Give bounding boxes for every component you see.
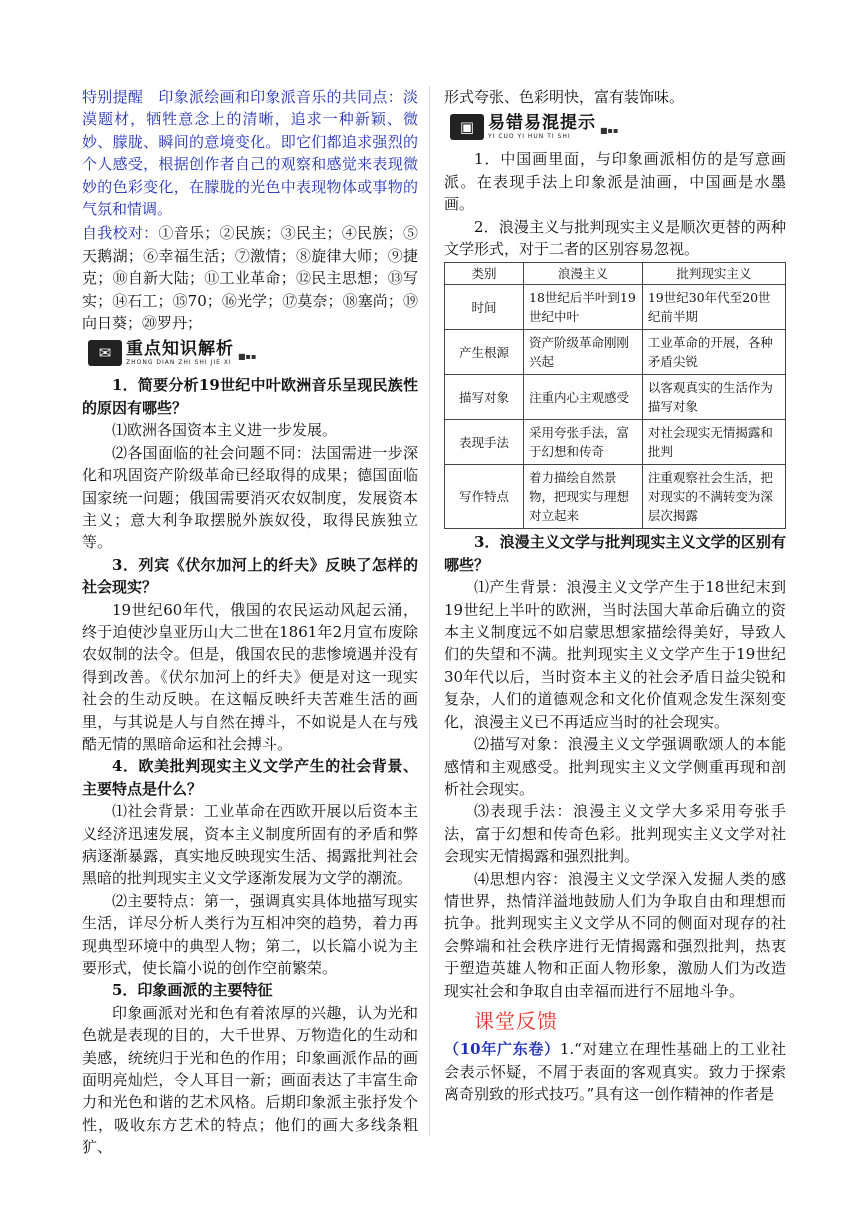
- left-column: [82, 86, 418, 1159]
- answer-3-part-3: ⑶表现手法：浪漫主义文学大多采用夸张手法，富于幻想和传奇色彩。批判现实主义文学对社会现实无情揭露和强烈批判。: [444, 802, 786, 866]
- tip-paragraph-1: 1．中国画里面，与印象画派相仿的是写意画派。在表现手法上印象派是油画，中国画是水墨画。: [444, 150, 786, 214]
- key-knowledge-banner: [88, 338, 418, 368]
- common-mistakes-banner: [450, 112, 786, 142]
- table-row: [445, 375, 786, 420]
- question-5: 5．印象画派的主要特征: [112, 981, 273, 1000]
- banner-title: 重点知识解析: [126, 338, 234, 359]
- answer-1-part-2: ⑵各国面临的社会问题不同：法国需进一步深化和巩固资产阶级革命已经取得的成果；德国面临国家统一问题；俄国需要消灭农奴制度，发展资本主义；意大利争取摆脱外族奴役，取得民族独立等。: [82, 443, 418, 552]
- table-header: 类别: [445, 263, 524, 285]
- table-row: [445, 330, 786, 375]
- banner-subtitle: ZHONG DIAN ZHI SHI JIE XI: [126, 358, 232, 366]
- tip-paragraph: [82, 86, 418, 220]
- feedback-heading: 课堂反馈: [474, 1008, 558, 1033]
- exam-question: [444, 1038, 786, 1105]
- table-cell-category: 表现手法: [445, 420, 524, 465]
- self-check-label: 自我校对：: [82, 224, 159, 243]
- bookmark-icon: ▣: [450, 114, 484, 140]
- table-cell: 注重内心主观感受: [524, 375, 643, 420]
- self-check-paragraph: [82, 222, 418, 334]
- table-cell-category: 写作特点: [445, 465, 524, 529]
- banner-subtitle: YI CUO YI HUN TI SHI: [488, 132, 571, 140]
- question-1: 1．简要分析19世纪中叶欧洲音乐呈现民族性的原因有哪些？: [82, 376, 418, 417]
- exam-source: （10年广东卷）: [444, 1040, 560, 1059]
- answer-3-part-4: ⑷思想内容：浪漫主义文学深入发掘人类的感情世界，热情洋溢地鼓励人们为争取自由和理想而抗争。批判现实主义文学从不同的侧面对现存的社会弊端和社会秩序进行无情揭露和强烈批判，热衷于塑造英雄人物和正面人物形象，激励人们为改造现实社会和争取自由幸福而进行不屈地斗争。: [444, 869, 786, 1000]
- table-cell-category: 产生根源: [445, 330, 524, 375]
- answer-5: 印象画派对光和色有着浓厚的兴趣，认为光和色就是表现的目的，大千世界、万物造化的生动和美感，统统归于光和色的作用；印象画派作品的画面明亮灿烂，令人耳目一新；画面表达了丰富生命力和光色和谐的艺术风格。后期印象派主张抒发个性，吸收东方艺术的特点；他们的画大多线条粗犷、: [82, 1003, 418, 1157]
- self-check-text: ①音乐；②民族；③民主；④民族；⑤天鹅湖；⑥幸福生活；⑦激情；⑧旋律大师；⑨捷克；⑩自新大陆；⑪工业革命；⑫民主思想；⑬写实；⑭石工；⑮70；⑯光学；⑰莫奈；⑱塞尚；⑲向日葵；⑳罗丹；: [82, 224, 418, 333]
- table-cell: 采用夸张手法，富于幻想和传奇: [524, 420, 643, 465]
- answer-4-part-2: ⑵主要特点：第一，强调真实具体地描写现实生活，详尽分析人类行为互相冲突的趋势，着力再现典型环境中的典型人物；第二，以长篇小说为主要形式，使长篇小说的创作空前繁荣。: [82, 891, 418, 978]
- answer-3-part-1: ⑴产生背景：浪漫主义文学产生于18世纪末到19世纪上半叶的欧洲，当时法国大革命后确立的资本主义制度远不如启蒙思想家描绘得美好，导致人们的失望和不满。批判现实主义文学产生于19世纪30年代以后，当时资本主义的社会矛盾日益尖锐和复杂，人们的道德观念和文化价值观念发生深刻变化，浪漫主义已不再适应当时的社会现实。: [444, 578, 786, 731]
- table-cell: 18世纪后半叶到19世纪中叶: [524, 285, 643, 330]
- answer-3-part-2: ⑵描写对象：浪漫主义文学强调歌颂人的本能感情和主观感受。批判现实主义文学侧重再现和剖析社会现实。: [444, 735, 786, 798]
- banner-dots-icon: ■▪▪: [600, 126, 619, 135]
- continued-text: 形式夸张、色彩明快，富有装饰味。: [444, 88, 685, 106]
- envelope-icon: ✉: [88, 340, 122, 366]
- table-cell: 工业革命的开展，各种矛盾尖锐: [642, 330, 785, 375]
- table-row: [445, 420, 786, 465]
- tip-paragraph-2: 2．浪漫主义与批判现实主义是顺次更替的两种文学形式，对于二者的区别容易忽视。: [444, 217, 786, 259]
- table-cell: 注重观察社会生活，把对现实的不满转变为深层次揭露: [642, 465, 785, 529]
- table-cell: 19世纪30年代至20世纪前半期: [642, 285, 785, 330]
- table-header: 批判现实主义: [642, 263, 785, 285]
- table-cell-category: 时间: [445, 285, 524, 330]
- comparison-table: [444, 262, 786, 529]
- table-cell: 资产阶级革命刚刚兴起: [524, 330, 643, 375]
- question-3-right: 3．浪漫主义文学与批判现实主义文学的区别有哪些？: [444, 533, 786, 574]
- table-cell: 对社会现实无情揭露和批判: [642, 420, 785, 465]
- column-divider: [429, 86, 430, 1136]
- table-cell-category: 描写对象: [445, 375, 524, 420]
- answer-3: 19世纪60年代，俄国的农民运动风起云涌，终于迫使沙皇亚历山大二世在1861年2月宣布废除农奴制的法令。但是，俄国农民的悲惨境遇并没有得到改善。《伏尔加河上的纤夫》便是对这一现实社会的生动反映。在这幅反映纤夫苦难生活的画里，与其说是人与自然在搏斗，不如说是人在与残酷无情的黑暗命运和社会搏斗。: [82, 600, 418, 753]
- tip-text: 印象派绘画和印象派音乐的共同点：淡漠题材，牺牲意念上的清晰，追求一种新颖、微妙、朦胧、瞬间的意境变化。即它们都追求强烈的个人感受，根据创作者自己的观察和感觉来表现微妙的色彩变化，在朦胧的光色中表现物体或事物的气氛和情调。: [82, 88, 418, 219]
- table-header-row: [445, 263, 786, 285]
- answer-1-part-1: ⑴欧洲各国资本主义进一步发展。: [112, 421, 338, 440]
- banner-dots-icon: ■▪▪: [238, 352, 257, 362]
- answer-4-part-1: ⑴社会背景：工业革命在西欧开展以后资本主义经济迅速发展，资本主义制度所固有的矛盾和弊病逐渐暴露，真实地反映现实生活、揭露批判社会黑暗的批判现实主义文学逐渐发展为文学的潮流。: [82, 802, 418, 888]
- exam-text: 1.“对建立在理性基础上的工业社会表示怀疑，不屑于表面的客观真实。致力于探索离奇别致的形式技巧。”具有这一创作精神的作者是: [444, 1040, 787, 1104]
- right-column: [444, 86, 786, 1106]
- table-row: [445, 285, 786, 330]
- table-cell: 以客观真实的生活作为描写对象: [642, 375, 785, 420]
- table-header: 浪漫主义: [524, 263, 643, 285]
- question-4: 4．欧美批判现实主义文学产生的社会背景、主要特点是什么？: [82, 757, 418, 798]
- table-row: [445, 465, 786, 529]
- table-cell: 着力描绘自然景物，把现实与理想对立起来: [524, 465, 643, 529]
- tip-label: 特别提醒: [82, 88, 144, 106]
- question-3: 3．列宾《伏尔加河上的纤夫》反映了怎样的社会现实？: [82, 555, 418, 597]
- banner-title: 易错易混提示: [488, 112, 596, 133]
